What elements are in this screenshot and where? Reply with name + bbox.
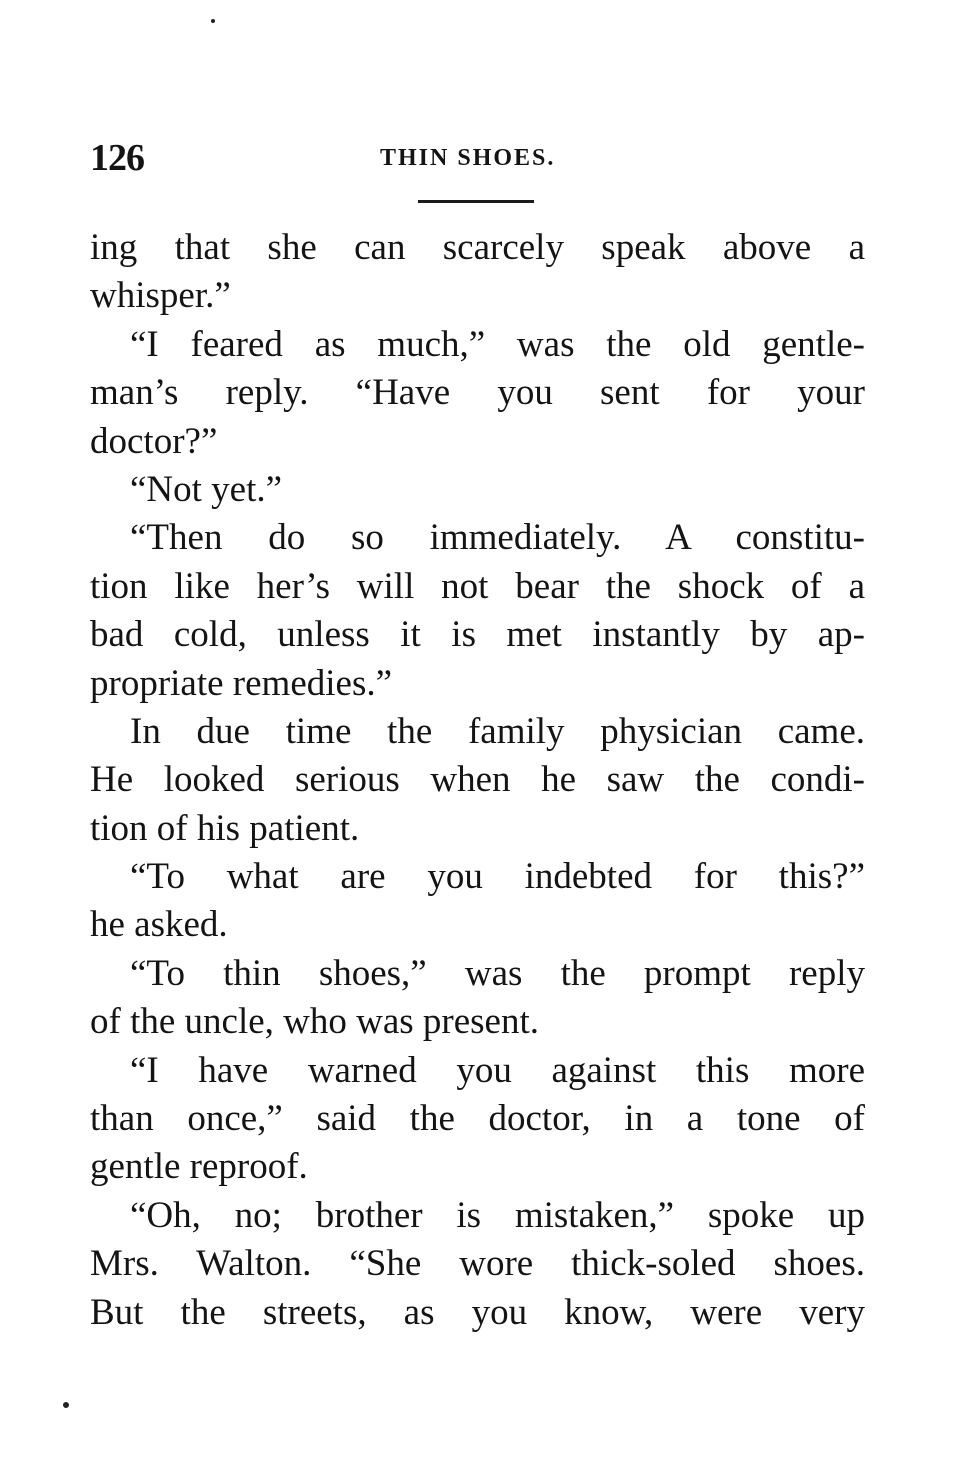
text-line: man’s reply. “Have you sent for your xyxy=(90,372,865,414)
text-line: But the streets, as you know, were very xyxy=(90,1291,865,1333)
text-line: He looked serious when he saw the condi- xyxy=(90,759,865,801)
page-header xyxy=(90,136,865,180)
ink-speck-bottom xyxy=(63,1402,69,1408)
text-line: than once,” said the doctor, in a tone of xyxy=(90,1098,865,1140)
text-line: “I have warned you against this more xyxy=(130,1049,865,1091)
text-line: bad cold, unless it is met instantly by ap- xyxy=(90,614,865,656)
text-line: propriate remedies.” xyxy=(90,662,393,704)
text-line: tion like her’s will not bear the shock of a xyxy=(90,565,865,607)
text-line: “Oh, no; brother is mistaken,” spoke up xyxy=(130,1194,865,1236)
text-line: gentle reproof. xyxy=(90,1146,308,1188)
text-line: “I feared as much,” was the old gentle- xyxy=(130,323,865,365)
text-line: Mrs. Walton. “She wore thick-soled shoes. xyxy=(90,1243,865,1285)
running-head: THIN SHOES. xyxy=(380,145,556,171)
body-text xyxy=(90,224,865,1337)
text-line: “Not yet.” xyxy=(130,468,283,510)
text-line: In due time the family physician came. xyxy=(130,710,865,752)
text-line: ing that she can scarcely speak above a xyxy=(90,227,865,268)
text-line: whisper.” xyxy=(90,275,231,317)
text-line: tion of his patient. xyxy=(90,807,360,849)
text-line: he asked. xyxy=(90,904,228,946)
text-line: “To thin shoes,” was the prompt reply xyxy=(130,952,865,994)
text-line: “To what are you indebted for this?” xyxy=(130,856,865,898)
text-line: “Then do so immediately. A constitu- xyxy=(130,517,865,559)
header-rule xyxy=(418,200,534,203)
ink-speck-top xyxy=(211,19,215,23)
text-line: doctor?” xyxy=(90,420,218,462)
page-number: 126 xyxy=(90,137,144,179)
text-line: of the uncle, who was present. xyxy=(90,1001,540,1043)
